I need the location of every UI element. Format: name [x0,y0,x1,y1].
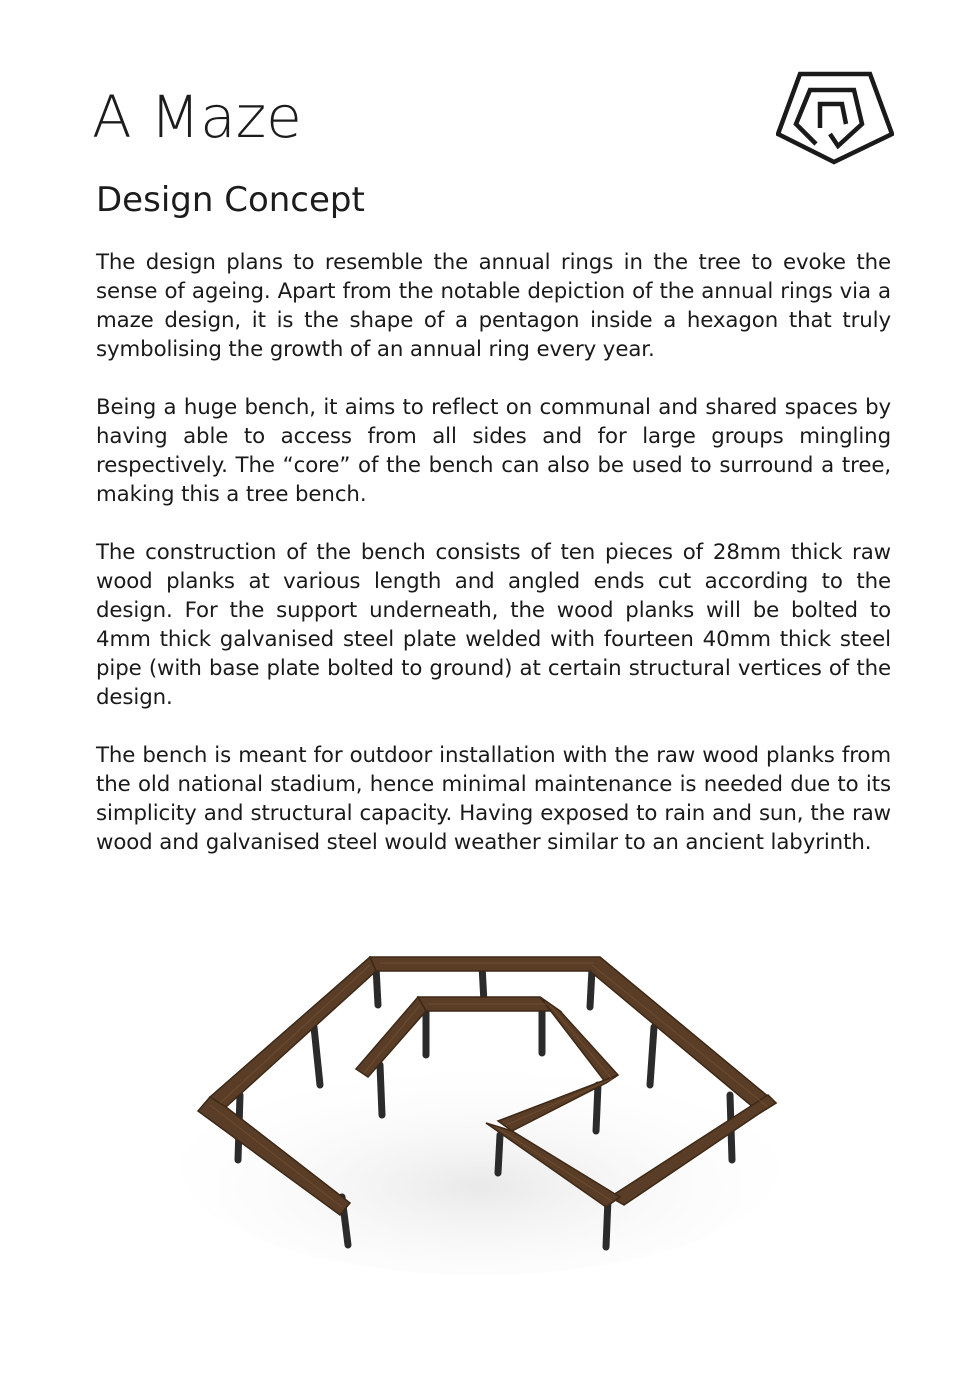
page-title: A Maze [92,83,302,151]
paragraph-maintenance: The bench is meant for outdoor installation with the raw wood planks from the old national stadium, hence minimal maintenance is needed due to its simplicity and structural capacity. Having exposed to rain and sun, the raw wood and galvanised steel would weather similar to an ancient labyrinth. [96,743,891,855]
body-text [96,248,891,886]
maze-pentagon-logo-icon [776,70,894,166]
paragraph-communal-space: Being a huge bench, it aims to reflect on communal and shared spaces by having able to access from all sides and for large groups mingling respectively. The “core” of the bench can also be used to surround a tree, making this a tree bench. [96,395,891,507]
bench-render-icon [180,935,800,1275]
section-heading: Design Concept [96,180,365,220]
paragraph-construction: The construction of the bench consists of ten pieces of 28mm thick raw wood planks at various length and angled ends cut according to the design. For the support underneath, the wood planks will be bolted to 4mm thick galvanised steel plate welded with fourteen 40mm thick steel pipe (with base plate bolted to ground) at certain structural vertices of the design. [96,540,891,710]
ground-shadow [180,1055,780,1275]
paragraph-design-intent: The design plans to resemble the annual rings in the tree to evoke the sense of ageing. Apart from the notable depiction of the annual rings via a maze design, it is the shape of a pentagon inside a hexagon that truly symbolising the growth of an annual ring every year. [96,250,891,362]
